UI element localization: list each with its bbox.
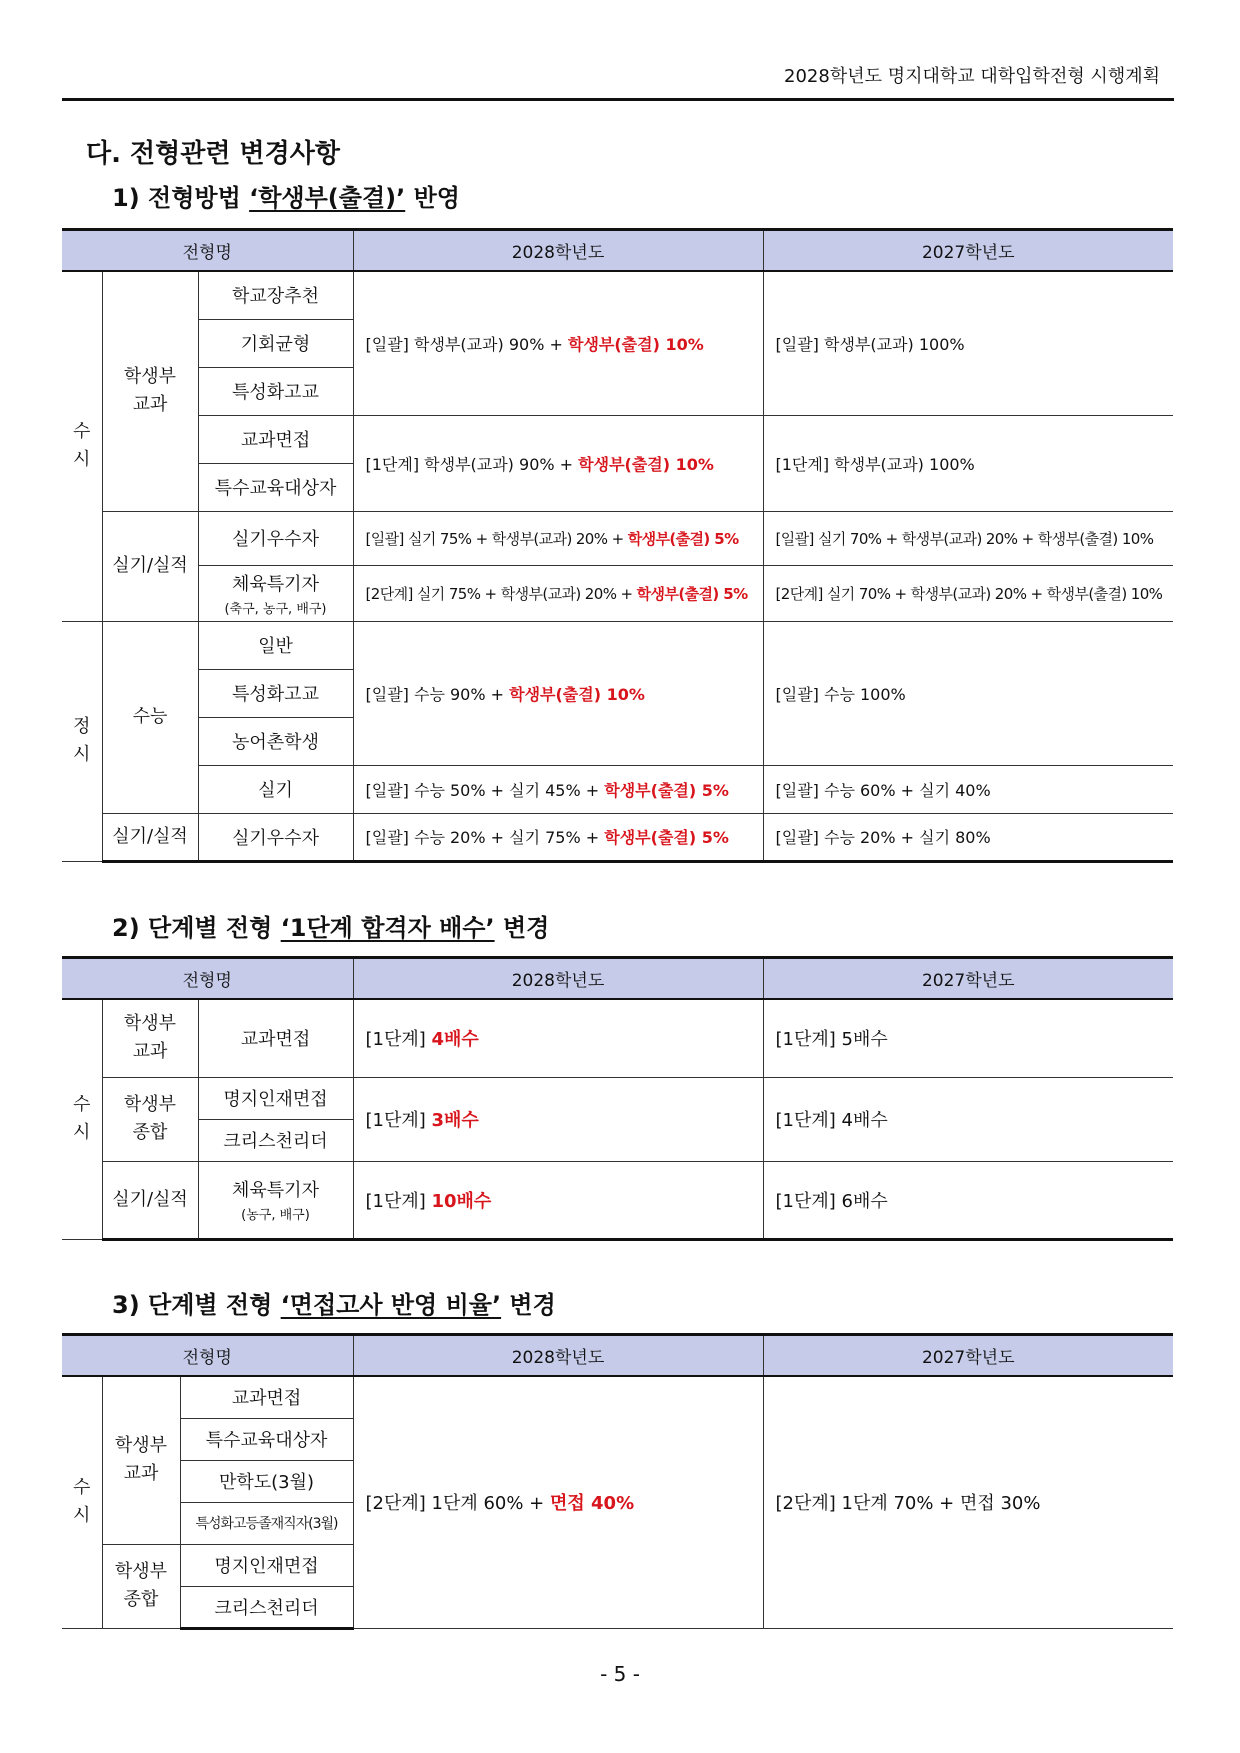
row-name: 특성화고등졸재직자(3월) [180,1502,353,1544]
cell-2028: [일괄] 학생부(교과) 90% + 학생부(출결) 10% [353,271,763,415]
cell-2027: [2단계] 실기 70% + 학생부(교과) 20% + 학생부(출결) 10% [763,565,1173,621]
cell-2028: [일괄] 실기 75% + 학생부(교과) 20% + 학생부(출결) 5% [353,511,763,565]
group-susi: 수 시 [62,1376,102,1628]
subtitle-2-prefix: 2) 단계별 전형 [112,914,281,942]
row-name: 체육특기자 (농구, 배구) [198,1161,353,1239]
page-header [62,58,1174,101]
row-name: 교과면접 [198,999,353,1077]
col-header-name: 전형명 [62,958,353,1000]
group-jonghap: 학생부 종합 [102,1077,198,1161]
cell-2028: [2단계] 실기 75% + 학생부(교과) 20% + 학생부(출결) 5% [353,565,763,621]
col-header-2027: 2027학년도 [763,958,1173,1000]
group-susi: 수 시 [62,999,102,1239]
table-multiplier [62,956,1173,1241]
page-number: - 5 - [600,1662,640,1686]
group-gyogwa: 학생부 교과 [102,271,198,511]
row-name: 농어촌학생 [198,717,353,765]
cell-2028: [2단계] 1단계 60% + 면접 40% [353,1376,763,1628]
group-jeongsi: 정 시 [62,621,102,861]
group-silgi: 실기/실적 [102,511,198,621]
row-name: 특수교육대상자 [180,1418,353,1460]
col-header-2028: 2028학년도 [353,1335,763,1377]
col-header-2027: 2027학년도 [763,230,1173,272]
cell-2027: [일괄] 학생부(교과) 100% [763,271,1173,415]
cell-2028: [1단계] 10배수 [353,1161,763,1239]
section-title: 다. 전형관련 변경사항 [86,139,341,169]
subtitle-1-suffix: 반영 [405,184,460,212]
row-name: 일반 [198,621,353,669]
row-name: 교과면접 [180,1376,353,1418]
col-header-name: 전형명 [62,1335,353,1377]
row-name: 특성화고교 [198,669,353,717]
col-header-2027: 2027학년도 [763,1335,1173,1377]
row-name: 학교장추천 [198,271,353,319]
subtitle-3-underlined: ‘면접고사 반영 비율’ [280,1291,502,1319]
cell-2028: [일괄] 수능 20% + 실기 75% + 학생부(출결) 5% [353,813,763,861]
cell-2027: [일괄] 실기 70% + 학생부(교과) 20% + 학생부(출결) 10% [763,511,1173,565]
group-gyogwa: 학생부 교과 [102,999,198,1077]
row-name: 크리스천리더 [198,1119,353,1161]
cell-2027: [일괄] 수능 20% + 실기 80% [763,813,1173,861]
row-name: 실기우수자 [198,511,353,565]
row-name: 실기 [198,765,353,813]
group-silgi: 실기/실적 [102,813,198,861]
cell-2028: [1단계] 4배수 [353,999,763,1077]
table-interview-ratio [62,1333,1173,1630]
subtitle-3-prefix: 3) 단계별 전형 [112,1291,281,1319]
col-header-name: 전형명 [62,230,353,272]
group-jonghap: 학생부 종합 [102,1544,180,1628]
subtitle-3-suffix: 변경 [501,1291,556,1319]
row-name: 크리스천리더 [180,1586,353,1628]
cell-2027: [2단계] 1단계 70% + 면접 30% [763,1376,1173,1628]
row-name: 명지인재면접 [180,1544,353,1586]
row-name: 만학도(3월) [180,1460,353,1502]
cell-2027: [일괄] 수능 60% + 실기 40% [763,765,1173,813]
group-susi: 수 시 [62,271,102,621]
row-name: 특성화고교 [198,367,353,415]
subtitle-2-suffix: 변경 [494,914,550,942]
cell-2027: [1단계] 4배수 [763,1077,1173,1161]
cell-2027: [1단계] 학생부(교과) 100% [763,415,1173,511]
cell-2027: [1단계] 6배수 [763,1161,1173,1239]
subtitle-1 [112,178,460,213]
cell-2028: [1단계] 3배수 [353,1077,763,1161]
subtitle-3 [112,1285,556,1320]
row-name: 기회균형 [198,319,353,367]
cell-2028: [일괄] 수능 90% + 학생부(출결) 10% [353,621,763,765]
cell-2027: [일괄] 수능 100% [763,621,1173,765]
row-name: 실기우수자 [198,813,353,861]
subtitle-1-underlined: ‘학생부(출결)’ [249,184,406,212]
row-name: 명지인재면접 [198,1077,353,1119]
row-name: 특수교육대상자 [198,463,353,511]
cell-2027: [1단계] 5배수 [763,999,1173,1077]
subtitle-2 [112,908,549,943]
group-silgi: 실기/실적 [102,1161,198,1239]
row-name: 교과면접 [198,415,353,463]
col-header-2028: 2028학년도 [353,230,763,272]
header-title: 2028학년도 명지대학교 대학입학전형 시행계획 [784,66,1160,87]
group-suneung: 수능 [102,621,198,813]
table-attendance [62,228,1173,863]
subtitle-1-prefix: 1) 전형방법 [112,184,250,212]
col-header-2028: 2028학년도 [353,958,763,1000]
row-name: 체육특기자 (축구, 농구, 배구) [198,565,353,621]
group-gyogwa: 학생부 교과 [102,1376,180,1544]
subtitle-2-underlined: ‘1단계 합격자 배수’ [280,914,495,942]
cell-2028: [1단계] 학생부(교과) 90% + 학생부(출결) 10% [353,415,763,511]
cell-2028: [일괄] 수능 50% + 실기 45% + 학생부(출결) 5% [353,765,763,813]
